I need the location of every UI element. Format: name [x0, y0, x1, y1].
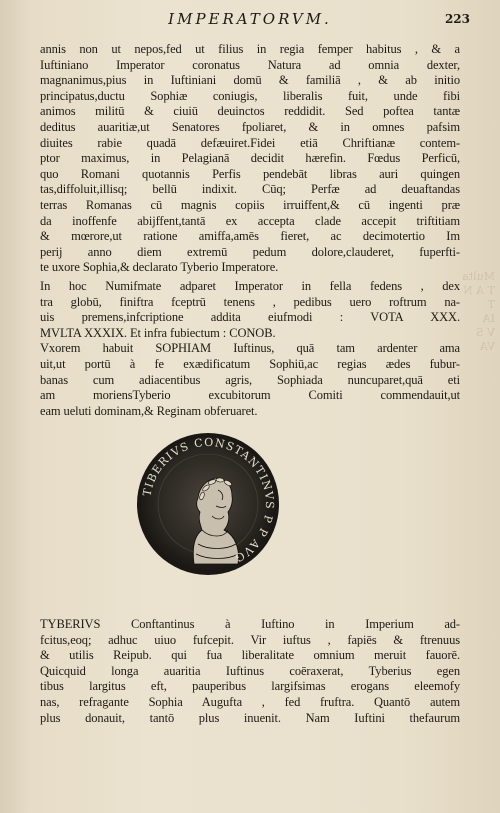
text-line: & utilis Reipub. qui fua liberalitate omnium meruit fauorē. [40, 648, 460, 663]
text-line: tra globū, finiftra fceptrū tenens , pedibus uero roftrum na- [40, 294, 460, 309]
running-head: IMPERATORVM. [168, 10, 332, 28]
text-line: ptor maximus, in Pelagianā decidit hærefin. Fœdus Perficū, [40, 151, 460, 166]
text-line: tibus largitus eft, pauperibus largifsimas erogans eleemofy [40, 679, 460, 694]
text-line: annis non ut nepos,fed ut filius in regia femper habitus , & a [40, 42, 460, 56]
paragraph-numisma [40, 279, 460, 419]
text-line: magnanimus,pius in Iuftiniani domū & familiā , & ab initio [40, 73, 460, 88]
text-line: eam ueluti dominam,& Reginam obferuaret. [40, 403, 258, 418]
text-line: nas, refragante Sophia Augufta , fed fruftra. Quantō autem [40, 694, 460, 709]
text-line: te uxore Sophia,& declarato Tyberio Imperatore. [40, 260, 279, 275]
text-line: Iuftiniano Imperator coronatus Natura ad omnia dexter, [40, 57, 460, 72]
text-line: Vxorem habuit SOPHIAM Iuftinus, quā tam ardenter ama [40, 341, 460, 356]
text-line: am moriensTyberio excubitorum Comiti commendauit,ut [40, 388, 460, 403]
text-line: uis premens,infcriptione addita eiufmodi : VOTA XXX. [40, 310, 460, 325]
text-line: MVLTA XXXIX. Et infra fubiectum : CONOB. [40, 325, 276, 340]
text-line: In hoc Numifmate adparet Imperator in fella fedens , dex [40, 279, 460, 293]
text-line: uit,ut portū à fe exædificatum Sophiū,ac regias ædes fubur- [40, 356, 460, 371]
text-line: banas cum adiacentibus agris, Sophiada nuncuparet,quā eti [40, 372, 460, 387]
text-line: terras Romanas cū magnis copiis irruiffent,& cū ingenti præ [40, 197, 460, 212]
text-line: animos militū & ciuiū deuinctos reddidit. Sed poftea tantæ [40, 104, 460, 119]
text-line: da inoffenfe abijffent,tantā ex accepta clade accepit triftitiam [40, 213, 460, 228]
text-line: & mœrore,ut ratione amiffa,amēs fieret, ac decimotertio Im [40, 229, 460, 244]
text-line: deditus auaritiæ,ut Senatores fpoliaret, & in omnes pafsim [40, 119, 460, 134]
coin-portrait-illustration [136, 432, 280, 576]
text-line: plus donauit, tantō plus inuenit. Nam Iuftini thefaurum [40, 710, 460, 725]
text-line: tas,diffoluit,illisq; bellū indixit. Cūq; Perfæ ad deuaftandas [40, 182, 460, 197]
text-line: fcitus,eoq; adhuc uiuo fufcepit. Vir iuftus , fapiēs & ftrenuus [40, 632, 460, 647]
show-through-text: Multa T A N T IA V S VA [462, 270, 495, 353]
text-line: Quicquid longa auaritia Iuftinus coēraxerat, Tyberius egen [40, 663, 460, 678]
page-number: 223 [444, 12, 470, 26]
paragraph-justinus [40, 42, 460, 276]
coin-legend: TIBERIVS CONSTANTINVS P P AVG [140, 435, 277, 566]
paragraph-tyberius [40, 617, 460, 726]
text-line: quo Romani quotannis Perfis pendebāt libras auri quingen [40, 166, 460, 181]
text-line: diuites rabie quadā defæuiret.Fidei etiā Chriftianæ contem- [40, 135, 460, 150]
text-line: TYBERIVS Conftantinus à Iuftino in Imperium ad- [40, 617, 460, 631]
text-line: perij anno diem extremū pedum dolore,clauderet, fuperfti- [40, 244, 460, 259]
text-line: principatus,ductu Sophiæ coniugis, liberalis fuit, unde fibi [40, 88, 460, 103]
